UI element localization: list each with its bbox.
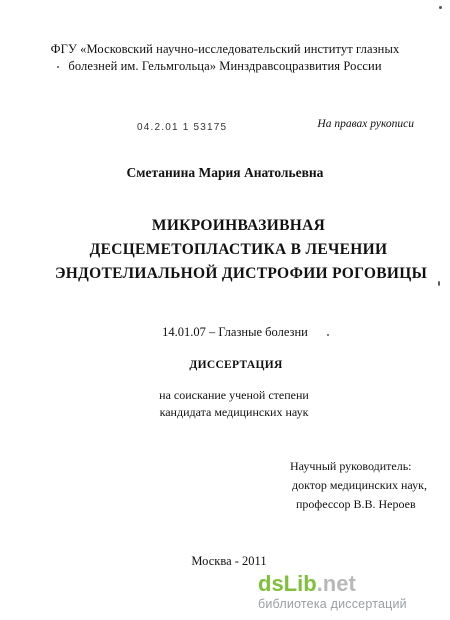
- scan-speck: [327, 334, 329, 336]
- degree-line-1: на соискание ученой степени: [159, 388, 309, 402]
- institution-line-2: болезней им. Гельмгольца» Минздравсоцразвития России: [68, 59, 382, 73]
- institution-line-1: ФГУ «Московский научно-исследовательский институт глазных: [50, 42, 400, 56]
- supervisor-line-3: профессор В.В. Нероев: [296, 497, 416, 511]
- library-stamp-number: 04.2.01 1 53175: [137, 121, 228, 134]
- watermark-brand: [258, 572, 448, 596]
- title-line-3: ЭНДОТЕЛИАЛЬНОЙ ДИСТРОФИИ РОГОВИЦЫ: [55, 265, 428, 282]
- title-line-2: ДЕСЦЕМЕТОПЛАСТИКА В ЛЕЧЕНИИ: [89, 241, 388, 258]
- degree-line-2: кандидата медицинских наук: [159, 405, 309, 419]
- scan-speck: [438, 281, 440, 286]
- specialty-code: 14.01.07 – Глазные болезни: [162, 325, 308, 339]
- supervisor-line-1: Научный руководитель:: [290, 459, 412, 473]
- scientific-supervisor: [290, 457, 427, 514]
- supervisor-line-2: доктор медицинских наук,: [292, 478, 427, 492]
- scan-speck: [57, 66, 59, 68]
- dissertation-title: [55, 214, 428, 286]
- degree-sought: [18, 387, 450, 421]
- dslib-watermark-logo: [258, 572, 448, 618]
- document-type: ДИССЕРТАЦИЯ: [189, 359, 283, 371]
- author-name: Сметанина Мария Анатольевна: [126, 165, 324, 180]
- watermark-brand-part-1: dsLib: [258, 571, 317, 596]
- rights-note: На правах рукописи: [317, 118, 414, 130]
- city-year: Москва - 2011: [191, 554, 267, 568]
- scan-speck: [439, 6, 442, 9]
- watermark-caption: библиотека диссертаций: [258, 597, 407, 611]
- institution-name: [0, 41, 450, 75]
- watermark-brand-part-2: .net: [316, 571, 356, 596]
- title-line-1: МИКРОИНВАЗИВНАЯ: [151, 217, 326, 234]
